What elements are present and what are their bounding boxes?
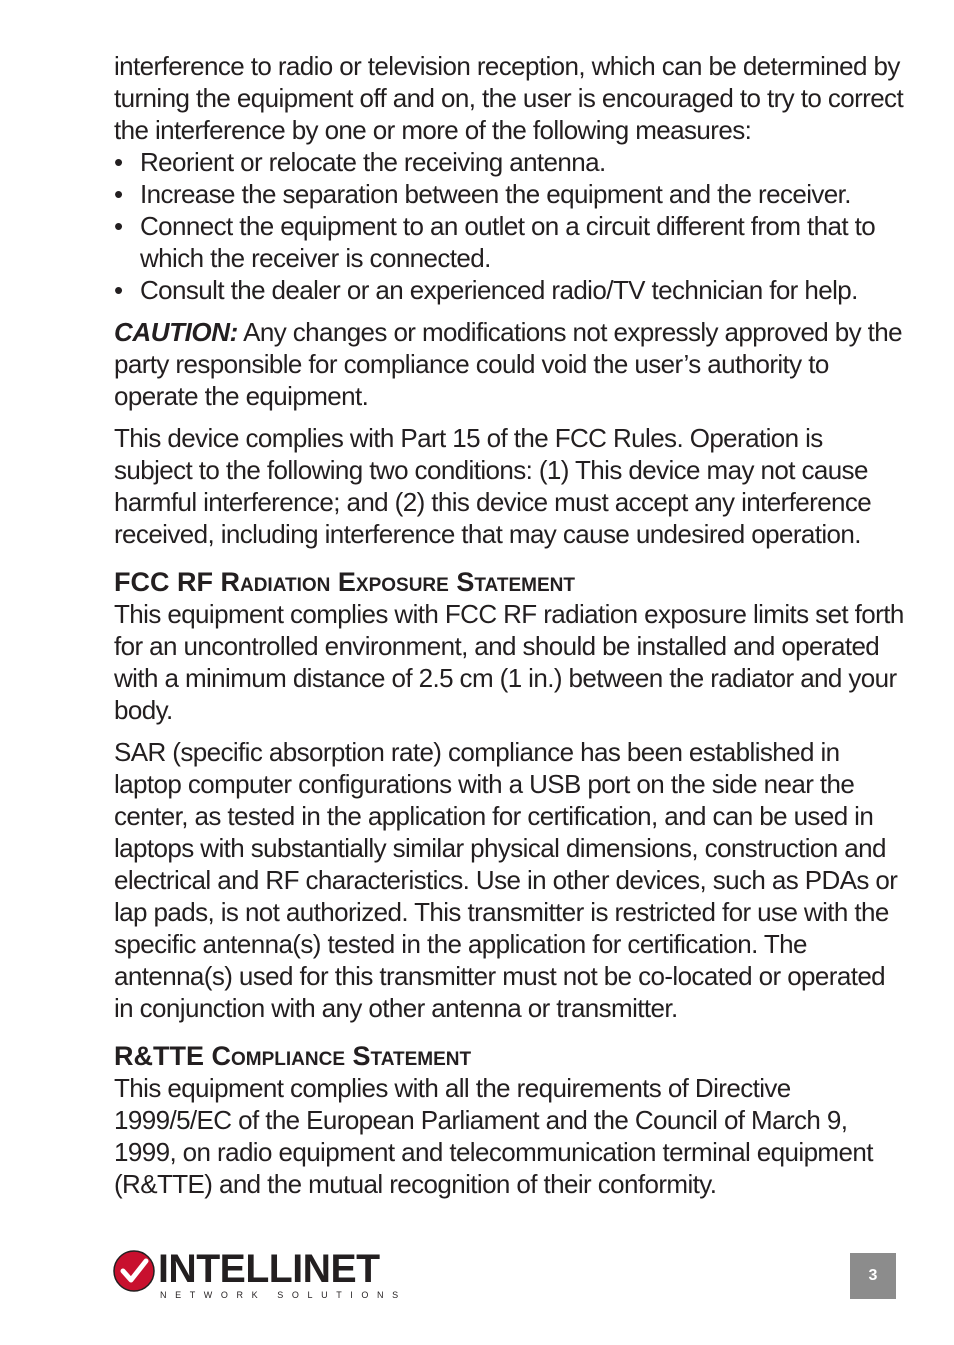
bullet-icon: • bbox=[114, 275, 123, 305]
list-item: • Connect the equipment to an outlet on a circuit different from that to which the receiver is connected. bbox=[114, 211, 876, 273]
rtte-paragraph: This equipment complies with all the requirements of Directive 1999/5/EC of the European Parliament and the Council of March 9, 1999, on radio equipment and telecommunication terminal equipment (R&TTE) and the mutual recognition of their conformity. bbox=[114, 1073, 873, 1199]
caution-label: CAUTION: bbox=[114, 317, 238, 347]
logo-wordmark: INTELLINET bbox=[158, 1247, 380, 1291]
bullet-icon: • bbox=[114, 179, 123, 209]
intellinet-logo bbox=[112, 1247, 407, 1305]
checkmark-circle-icon bbox=[112, 1249, 156, 1293]
fcc-part15-paragraph: This device complies with Part 15 of the FCC Rules. Operation is subject to the following two conditions: (1) This device may not cause harmful interference; and (2) this device must accept any interference received, including interference that may cause undesired operation. bbox=[114, 423, 872, 549]
caution-paragraph bbox=[114, 316, 904, 412]
page-number: 3 bbox=[850, 1253, 896, 1299]
bullet-icon: • bbox=[114, 211, 123, 241]
intro-paragraph: interference to radio or television reception, which can be determined by turning the equipment off and on, the user is encouraged to try to correct the interference by one or more of the following measures: bbox=[114, 51, 904, 145]
logo-tagline: NETWORK SOLUTIONS bbox=[160, 1290, 407, 1300]
fcc-rf-paragraph: This equipment complies with FCC RF radiation exposure limits set forth for an uncontrolled environment, and should be installed and operated with a minimum distance of 2.5 cm (1 in.) between the radiator and your body. bbox=[114, 599, 904, 725]
list-item: • Reorient or relocate the receiving antenna. bbox=[114, 147, 606, 177]
page-content bbox=[114, 50, 904, 1210]
sar-paragraph: SAR (specific absorption rate) compliance has been established in laptop computer configurations with a USB port on the side near the center, as tested in the application for certification, and can be used in laptops with substantially similar physical dimensions, construction and electrical and RF characteristics. Use in other devices, such as PDAs or lap pads, is not authorized. This transmitter is restricted for use with the specific antenna(s) tested in the application for certification. The antenna(s) used for this transmitter must not be co-located or operated in conjunction with any other antenna or transmitter. bbox=[114, 737, 898, 1023]
list-item: • Increase the separation between the equipment and the receiver. bbox=[114, 179, 851, 209]
bullet-icon: • bbox=[114, 147, 123, 177]
measures-list bbox=[114, 146, 904, 306]
caution-text: Any changes or modifications not expressly approved by the party responsible for compliance could void the user’s authority to operate the equipment. bbox=[114, 317, 903, 411]
fcc-rf-heading: FCC RF Radiation Exposure Statement bbox=[114, 567, 575, 597]
rtte-heading: R&TTE Compliance Statement bbox=[114, 1041, 472, 1071]
list-item: • Consult the dealer or an experienced radio/TV technician for help. bbox=[114, 275, 858, 305]
